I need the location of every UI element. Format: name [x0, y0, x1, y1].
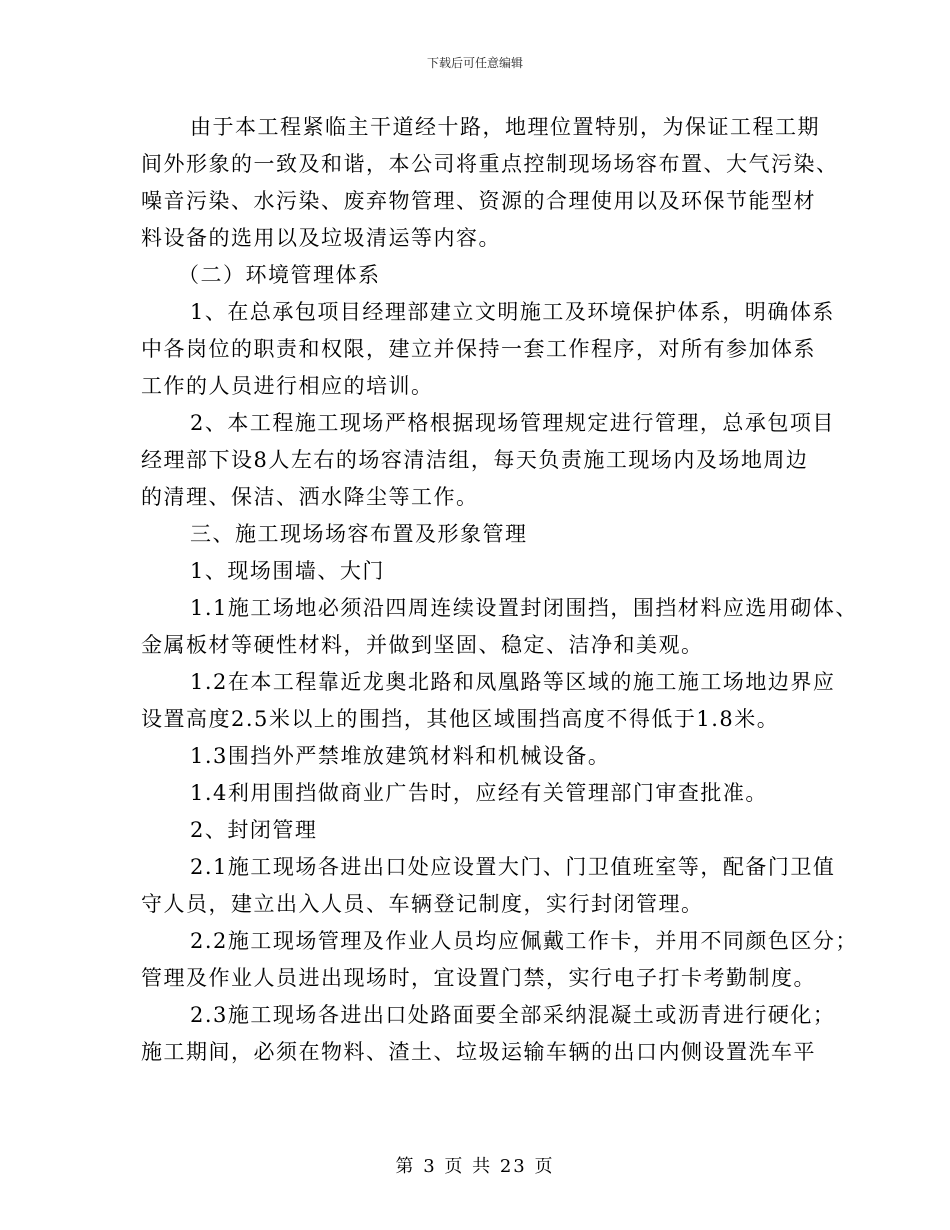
- section-heading: 三、施工现场场容布置及形象管理: [190, 522, 528, 546]
- text-line: 施工期间，必须在物料、渣土、垃圾运输车辆的出口内侧设置洗车平: [141, 1040, 816, 1064]
- text-line: 管理及作业人员进出现场时，宜设置门禁，实行电子打卡考勤制度。: [141, 966, 816, 990]
- text-line: 间外形象的一致及和谐，本公司将重点控制现场场容布置、大气污染、: [141, 152, 839, 176]
- text-line: 由于本工程紧临主干道经十路，地理位置特别，为保证工程工期: [190, 115, 820, 139]
- text-line: 2.1施工现场各进出口处应设置大门、门卫值班室等，配备门卫值: [190, 855, 836, 879]
- text-line: 2、本工程施工现场严格根据现场管理规定进行管理，总承包项目: [190, 411, 835, 435]
- text-line: 1.1施工场地必须沿四周连续设置封闭围挡，围挡材料应选用砌体、: [190, 596, 858, 620]
- text-line: 金属板材等硬性材料，并做到坚固、稳定、洁净和美观。: [141, 633, 704, 657]
- text-line: 1.2在本工程靠近龙奥北路和凤凰路等区域的施工施工场地边界应: [190, 670, 836, 694]
- text-line: 2.2施工现场管理及作业人员均应佩戴工作卡，并用不同颜色区分；: [190, 929, 858, 953]
- section-heading: 1、现场围墙、大门: [190, 559, 385, 583]
- text-line: 设置高度2.5米以上的围挡，其他区域围挡高度不得低于1.8米。: [141, 707, 780, 731]
- text-line: 1、在总承包项目经理部建立文明施工及环境保护体系，明确体系: [190, 300, 835, 324]
- text-line: 2.3施工现场各进出口处路面要全部采纳混凝土或沥青进行硬化；: [190, 1003, 836, 1027]
- section-heading: 2、封闭管理: [190, 818, 318, 842]
- text-line: 1.4利用围挡做商业广告时，应经有关管理部门审查批准。: [190, 781, 768, 805]
- text-line: 料设备的选用以及垃圾清运等内容。: [141, 226, 501, 250]
- text-line: 经理部下设8人左右的场容清洁组，每天负责施工现场内及场地周边: [141, 448, 809, 472]
- text-line: 守人员，建立出入人员、车辆登记制度，实行封闭管理。: [141, 892, 704, 916]
- page-header: 下载后可任意编辑: [426, 56, 523, 70]
- section-heading: （二）环境管理体系: [178, 263, 381, 287]
- text-line: 1.3围挡外严禁堆放建筑材料和机械设备。: [190, 744, 611, 768]
- text-line: 工作的人员进行相应的培训。: [141, 374, 434, 398]
- text-line: 中各岗位的职责和权限，建立并保持一套工作程序，对所有参加体系: [141, 337, 816, 361]
- page-footer: 第 3 页 共 23 页: [395, 1156, 555, 1177]
- text-line: 的清理、保洁、洒水降尘等工作。: [141, 485, 479, 509]
- text-line: 噪音污染、水污染、废弃物管理、资源的合理使用以及环保节能型材: [141, 189, 816, 213]
